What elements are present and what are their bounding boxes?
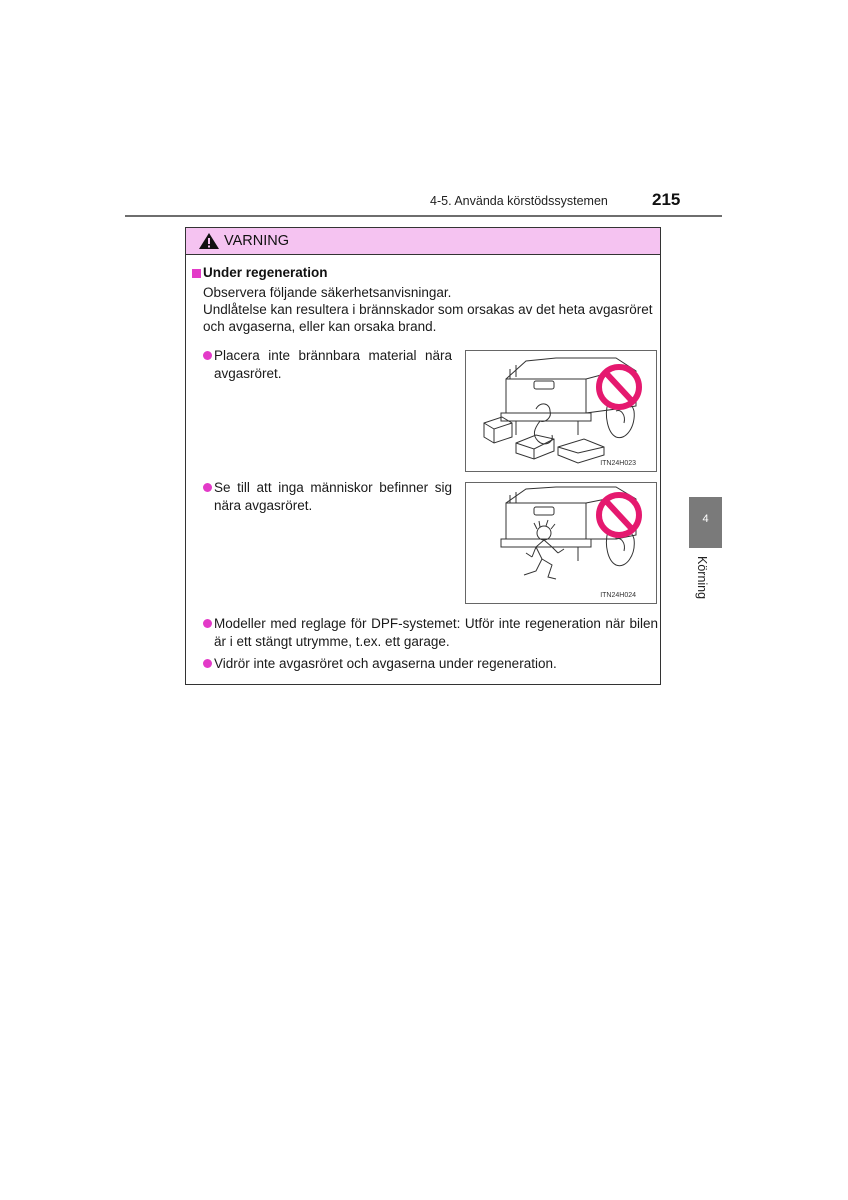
list-item	[214, 655, 658, 673]
truck-rear-boxes-image	[466, 351, 656, 471]
list-item-line: Vidrör inte avgasröret och avgaserna under regeneration.	[214, 656, 557, 671]
intro-line: Observera följande säkerhetsanvisningar.	[203, 285, 452, 300]
list-item-line: avgasröret.	[214, 365, 282, 381]
warning-header	[186, 228, 660, 255]
illustration-code: ITN24H023	[600, 460, 636, 467]
bullet-dot-icon	[203, 619, 212, 628]
warning-title: VARNING	[224, 233, 289, 249]
warning-box	[185, 227, 661, 685]
list-item-line: Placera inte brännbara material nära	[214, 348, 452, 363]
truck-rear-person-image	[466, 483, 656, 603]
square-bullet-icon	[192, 269, 201, 278]
intro-line: och avgaserna, eller kan orsaka brand.	[203, 319, 437, 334]
warning-triangle-icon	[198, 232, 220, 250]
chapter-label: Körning	[695, 556, 709, 600]
bullet-dot-icon	[203, 351, 212, 360]
illustration-code: ITN24H024	[600, 592, 636, 599]
header-divider	[125, 215, 722, 217]
chapter-tab	[689, 497, 722, 548]
intro-line: Undlåtelse kan resultera i brännskador som orsakas av det heta avgasröret	[203, 302, 653, 317]
chapter-number: 4	[702, 513, 709, 525]
list-item	[214, 615, 658, 650]
list-item-line: nära avgasröret.	[214, 497, 313, 513]
section-title: Under regeneration	[203, 265, 328, 280]
page-number: 215	[652, 190, 681, 209]
bullet-dot-icon	[203, 483, 212, 492]
illustration-person-near-exhaust	[465, 482, 657, 604]
list-item-line: är i ett stängt utrymme, t.ex. ett garage.	[214, 633, 450, 649]
list-item	[214, 479, 452, 514]
illustration-boxes-near-exhaust	[465, 350, 657, 472]
list-item	[214, 347, 452, 382]
list-item-line: Se till att inga människor befinner sig	[214, 480, 452, 495]
bullet-dot-icon	[203, 659, 212, 668]
list-item-line: Modeller med reglage för DPF-systemet: Utför inte regeneration när bilen	[214, 616, 658, 631]
header-section-title: 4-5. Använda körstödssystemen	[430, 194, 608, 208]
